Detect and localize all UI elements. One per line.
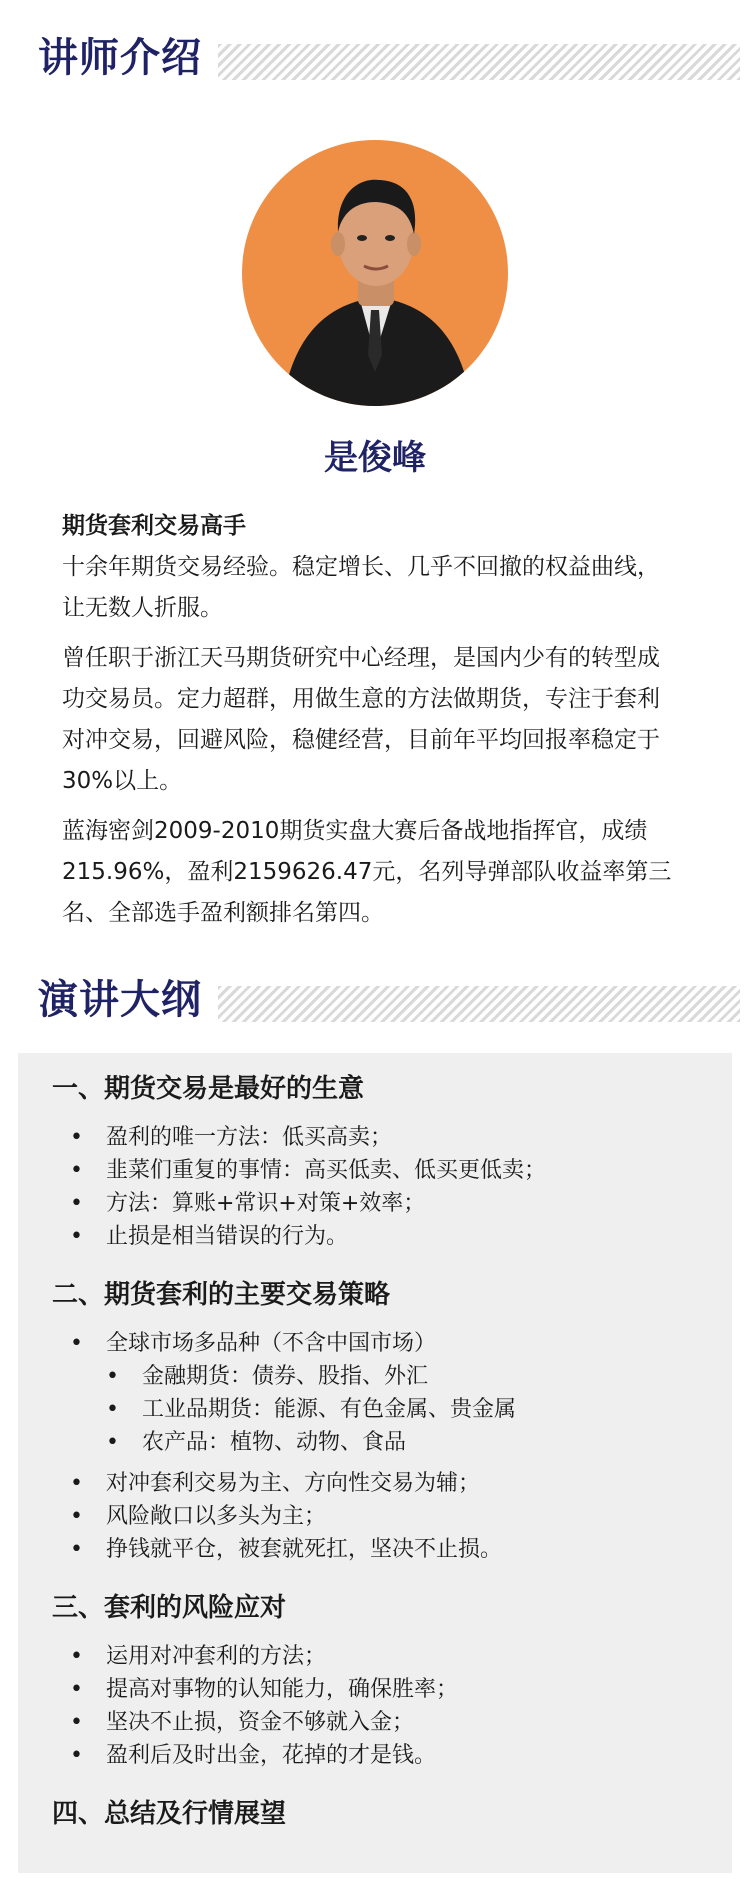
- bio-paragraph: 蓝海密剑2009-2010期货实盘大赛后备战地指挥官，成绩215.96%，盈利2159626.47元，名列导弹部队收益率第三名、全部选手盈利额排名第四。: [62, 818, 672, 926]
- teacher-avatar: [242, 140, 508, 406]
- list-item: • 提高对事物的认知能力，确保胜率；: [18, 1673, 732, 1706]
- list-item: • 全球市场多品种（不含中国市场）: [18, 1327, 732, 1360]
- list-item: • 盈利的唯一方法：低买高卖；: [18, 1121, 732, 1154]
- outline-part: [18, 1772, 732, 1834]
- section-header-teacher: [0, 24, 750, 94]
- list-item: • 对冲套利交易为主、方向性交易为辅；: [18, 1467, 732, 1500]
- teacher-name: 是俊峰: [324, 438, 426, 478]
- outline-part: [18, 1053, 732, 1253]
- list-subitem: • 工业品期货：能源、有色金属、贵金属: [18, 1393, 732, 1426]
- list-item: • 韭菜们重复的事情：高买低卖、低买更低卖；: [18, 1154, 732, 1187]
- outline-heading: 一、期货交易是最好的生意: [52, 1074, 365, 1104]
- section-header-outline: [0, 966, 750, 1036]
- list-item: • 止损是相当错误的行为。: [18, 1220, 732, 1253]
- section-title: 演讲大纲: [38, 977, 202, 1023]
- list-item: • 方法：算账+常识+对策+效率；: [18, 1187, 732, 1220]
- section-title: 讲师介绍: [38, 35, 202, 81]
- outline-part: [18, 1253, 732, 1566]
- decorative-stripes: [218, 986, 740, 1022]
- outline-heading: 二、期货套利的主要交易策略: [52, 1280, 391, 1310]
- outline-heading: 三、套利的风险应对: [52, 1593, 287, 1623]
- list-item: • 风险敞口以多头为主；: [18, 1500, 732, 1533]
- list-item: • 坚决不止损，资金不够就入金；: [18, 1706, 732, 1739]
- outline-list: [18, 1327, 732, 1566]
- bio-paragraph: 曾任职于浙江天马期货研究中心经理，是国内少有的转型成功交易员。定力超群，用做生意的方法做期货，专注于套利对冲交易，回避风险，稳健经营，目前年平均回报率稳定于30%以上。: [62, 645, 660, 794]
- list-item: • 盈利后及时出金，花掉的才是钱。: [18, 1739, 732, 1772]
- outline-panel: [18, 1053, 732, 1873]
- outline-part: [18, 1566, 732, 1772]
- list-item: • 挣钱就平仓，被套就死扛，坚决不止损。: [18, 1533, 732, 1566]
- outline-list: [18, 1121, 732, 1253]
- teacher-bio: [62, 505, 682, 943]
- bio-paragraph: 十余年期货交易经验。稳定增长、几乎不回撤的权益曲线，让无数人折服。: [62, 554, 660, 621]
- list-subitem: • 农产品：植物、动物、食品: [18, 1426, 732, 1459]
- list-item: • 运用对冲套利的方法；: [18, 1640, 732, 1673]
- outline-list: [18, 1640, 732, 1772]
- teacher-subtitle: 期货套利交易高手: [62, 513, 246, 539]
- outline-heading: 四、总结及行情展望: [52, 1799, 287, 1829]
- decorative-stripes: [218, 44, 740, 80]
- list-subitem: • 金融期货：债券、股指、外汇: [18, 1360, 732, 1393]
- portrait-illustration: [242, 140, 508, 406]
